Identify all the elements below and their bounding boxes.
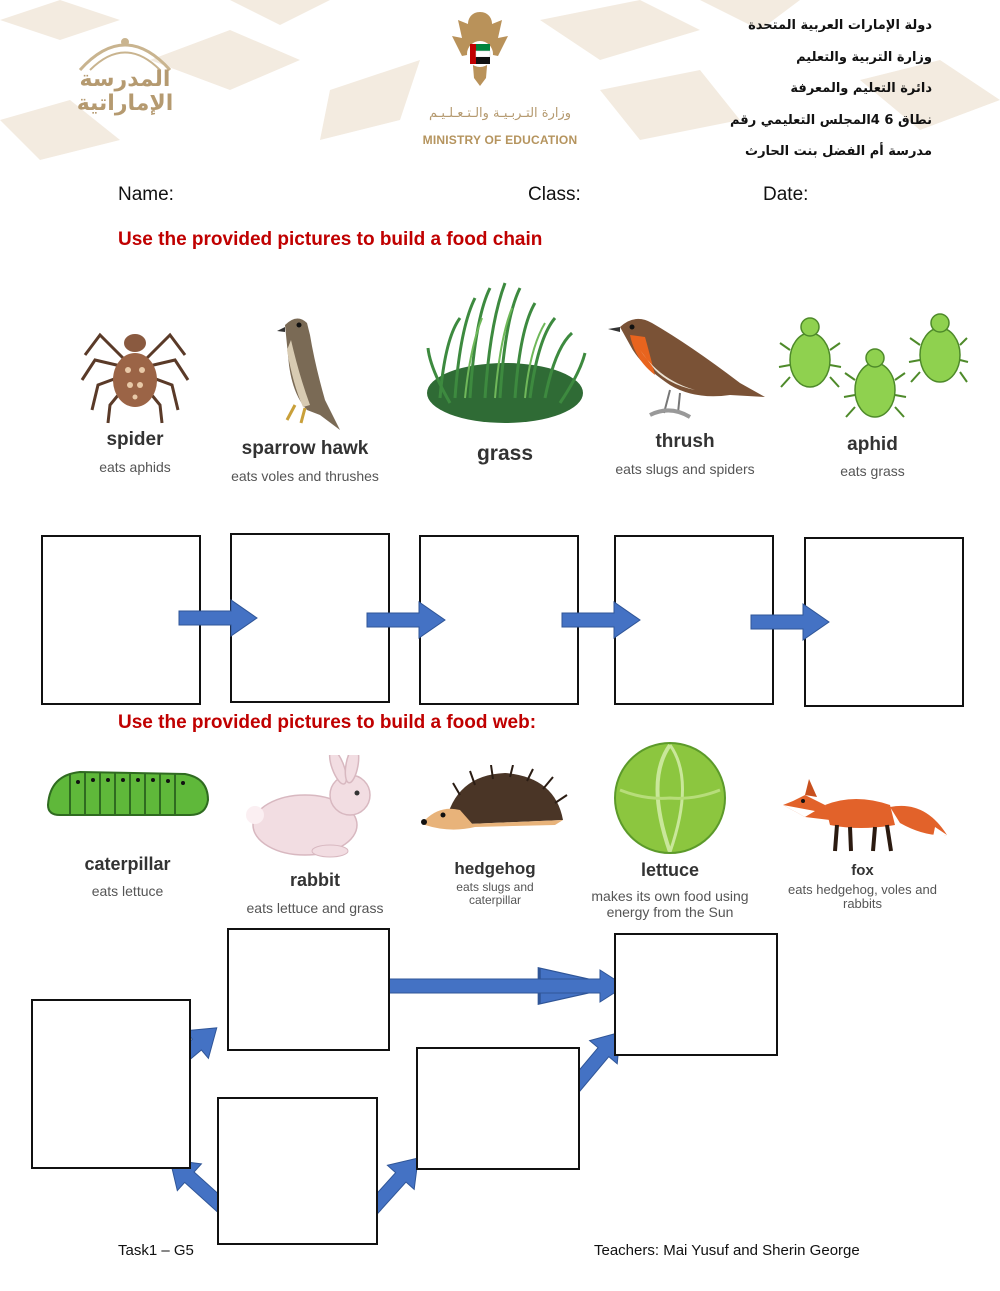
organism-name: fox	[851, 862, 874, 879]
lettuce-icon	[575, 740, 765, 855]
organism-rabbit	[230, 755, 400, 920]
organism-name: rabbit	[289, 870, 340, 890]
footer-teachers: Teachers: Mai Yusuf and Sherin George	[594, 1242, 860, 1259]
arrow-right-icon	[367, 602, 445, 638]
arabic-line: وزارة التربية والتعليم	[796, 49, 932, 65]
ministry-arabic: وزارة التـربـيـة والـتـعـلـيـم	[428, 106, 572, 121]
food-chain-instruction: Use the provided pictures to build a food chain	[118, 229, 543, 250]
organism-name: lettuce	[640, 860, 700, 880]
fox-icon	[775, 765, 950, 855]
food-web-box[interactable]	[31, 999, 191, 1169]
organism-name: caterpillar	[84, 854, 171, 874]
organism-hedgehog	[415, 765, 575, 915]
food-web-box[interactable]	[217, 1097, 378, 1245]
organism-description: eats lettuce and grass	[246, 900, 384, 916]
arabic-line: دائرة التعليم والمعرفة	[790, 81, 932, 96]
organism-caterpillar	[40, 760, 215, 910]
name-field-label: Name:	[118, 184, 174, 205]
organism-description: eats slugs and caterpillar	[456, 880, 534, 907]
organism-name: grass	[476, 442, 534, 465]
organism-name: thrush	[655, 431, 715, 452]
organism-description: makes its own food using energy from the Sun	[591, 888, 749, 920]
arrow-right-icon	[562, 602, 640, 638]
class-field-label: Class:	[528, 184, 581, 205]
organism-description: eats grass	[840, 463, 905, 479]
organism-fox	[775, 765, 950, 915]
organism-name: spider	[106, 429, 164, 450]
organism-description: eats hedgehog, voles and rabbits	[788, 882, 937, 911]
hedgehog-icon	[415, 765, 575, 845]
arabic-line: نطاق 6 4المجلس التعليمي رقم	[729, 112, 932, 128]
food-web-instruction: Use the provided pictures to build a food web:	[118, 712, 537, 733]
organism-name: hedgehog	[454, 859, 536, 878]
organism-name: sparrow hawk	[241, 438, 369, 459]
organism-description: eats lettuce	[91, 883, 164, 899]
organism-description: eats aphids	[99, 459, 171, 475]
arabic-line: مدرسة أم الفضل بنت الحارث	[745, 144, 932, 159]
organism-description: eats voles and thrushes	[231, 468, 379, 484]
date-field-label: Date:	[763, 184, 809, 205]
food-web-box[interactable]	[614, 933, 778, 1056]
ministry-english: MINISTRY OF EDUCATION	[422, 133, 578, 147]
organism-description: eats slugs and spiders	[615, 461, 755, 477]
food-web-box[interactable]	[416, 1047, 580, 1170]
food-web-box[interactable]	[227, 928, 390, 1051]
caterpillar-icon	[40, 760, 215, 830]
footer-task: Task1 – G5	[118, 1242, 194, 1259]
school-logo-text: المدرسة الإماراتية	[76, 67, 174, 116]
arabic-line: دولة الإمارات العربية المتحدة	[748, 18, 932, 33]
arrow-right-icon	[751, 604, 829, 640]
organism-name: aphid	[847, 434, 898, 455]
arrow-long-icon	[378, 970, 625, 1002]
rabbit-icon	[230, 755, 400, 865]
organism-lettuce	[575, 740, 765, 925]
arrow-right-icon	[179, 600, 257, 636]
